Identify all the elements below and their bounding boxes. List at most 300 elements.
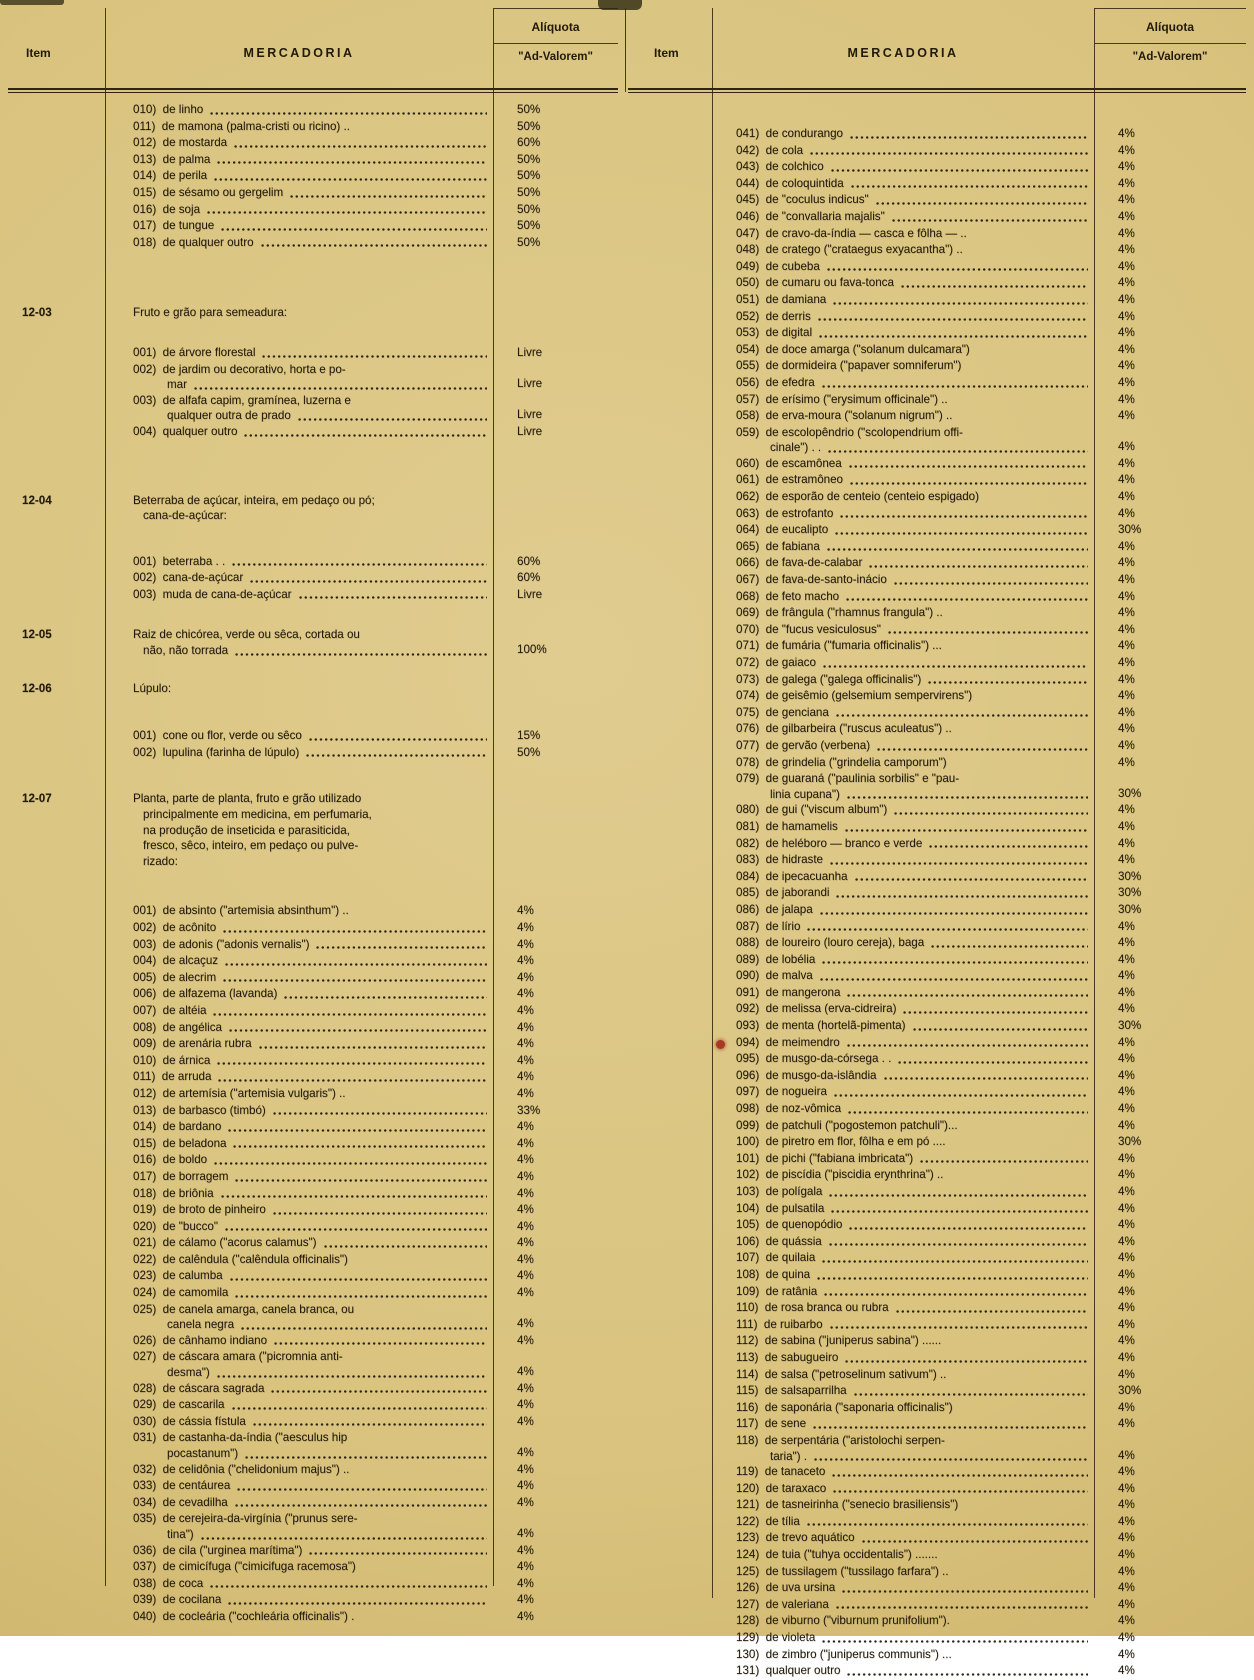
mercadoria-cell xyxy=(712,1580,1094,1597)
table-row xyxy=(628,705,1246,722)
entry-line xyxy=(133,681,491,697)
dot-leader xyxy=(854,878,1088,881)
mercadoria-cell xyxy=(105,986,493,1003)
item-code-cell xyxy=(8,1136,105,1153)
entry-text: 047) de cravo-da-índia — casca e fôlha — .. xyxy=(736,226,967,240)
table-row xyxy=(628,1001,1246,1018)
entry-text: 053) de digital xyxy=(736,326,813,340)
entry-text: 110) de rosa branca ou rubra xyxy=(736,1301,889,1315)
mercadoria-cell xyxy=(712,1184,1094,1201)
entry-line xyxy=(133,1462,491,1478)
rate-cell: 4% xyxy=(1118,1118,1135,1132)
entry-line xyxy=(133,235,491,251)
dot-leader xyxy=(224,1228,487,1231)
dot-leader xyxy=(912,1028,1089,1031)
rate-cell: 4% xyxy=(1118,539,1135,553)
dot-leader xyxy=(236,1488,487,1491)
table-row xyxy=(628,159,1246,176)
mercadoria-cell xyxy=(712,425,1094,456)
rate-cell: 4% xyxy=(1118,127,1135,140)
spacer xyxy=(8,321,618,345)
entry-text: 002) de jardim ou decorativo, horta e po- xyxy=(133,362,346,376)
right-page-column xyxy=(628,8,1246,1680)
table-row xyxy=(628,456,1246,473)
table-row xyxy=(628,489,1246,506)
mercadoria-cell xyxy=(105,1036,493,1053)
entry-text: 058) de erva-moura ("solanum nigrum") .. xyxy=(736,409,953,423)
dot-leader xyxy=(833,1094,1088,1097)
mercadoria-cell xyxy=(712,1367,1094,1384)
item-code-cell xyxy=(8,970,105,987)
entry-line xyxy=(736,688,1092,704)
mercadoria-cell xyxy=(712,1317,1094,1334)
rate-cell: 33% xyxy=(517,1103,541,1117)
dot-leader xyxy=(813,1458,1088,1461)
rate-cell: 4% xyxy=(517,1136,534,1150)
entry-text: fresco, sêco, inteiro, em pedaço ou pulve- xyxy=(143,839,359,853)
rate-cell: 15% xyxy=(517,729,541,743)
rate-cell: 4% xyxy=(1118,326,1135,340)
dot-leader xyxy=(846,994,1088,997)
dot-leader xyxy=(234,653,487,656)
item-code-cell xyxy=(628,1234,712,1251)
table-row xyxy=(628,1497,1246,1514)
entry-text: 042) de cola xyxy=(736,143,804,157)
entry-line xyxy=(133,1592,491,1608)
entry-line xyxy=(133,1478,491,1494)
dot-leader xyxy=(893,812,1088,815)
entry-line xyxy=(133,791,491,807)
dot-leader xyxy=(902,1011,1088,1014)
table-row xyxy=(628,143,1246,160)
mercadoria-cell xyxy=(712,1151,1094,1168)
mercadoria-cell xyxy=(105,1219,493,1236)
dot-leader xyxy=(234,1295,487,1298)
table-row xyxy=(8,970,618,987)
rate-cell: 4% xyxy=(1118,1367,1135,1381)
mercadoria-cell xyxy=(105,1559,493,1576)
entry-text: 001) beterraba . . xyxy=(133,554,226,568)
rate-cell: 4% xyxy=(517,1560,534,1574)
entry-text: 041) de condurango xyxy=(736,127,844,140)
section-row xyxy=(8,305,618,321)
entry-line xyxy=(133,168,491,184)
dot-leader xyxy=(220,228,487,231)
spacer xyxy=(8,696,618,728)
entry-text: 074) de geisêmio (gelsemium sempervirens") xyxy=(736,689,973,703)
rate-cell: 30% xyxy=(1118,886,1142,900)
dot-leader xyxy=(240,1327,487,1330)
rate-cell: 4% xyxy=(1118,1185,1135,1198)
entry-text: 024) de camomila xyxy=(133,1286,229,1300)
rate-cell: 4% xyxy=(517,1286,534,1300)
table-row xyxy=(8,235,618,252)
rate-cell: 4% xyxy=(1118,1168,1135,1182)
rate-cell: 4% xyxy=(517,1609,534,1623)
entry-text: Lúpulo: xyxy=(133,681,172,695)
rate-cell: 4% xyxy=(1118,705,1135,719)
dot-leader xyxy=(231,1407,487,1410)
dot-leader xyxy=(822,665,1088,668)
table-row xyxy=(8,1592,618,1609)
entry-line xyxy=(133,1186,491,1202)
header-aliquota-label: Alíquota xyxy=(1146,20,1194,34)
item-code-cell xyxy=(628,1564,712,1581)
rate-cell: 4% xyxy=(1118,176,1135,190)
entry-line xyxy=(133,1086,491,1102)
entry-text: 011) de arruda xyxy=(133,1070,212,1084)
mercadoria-cell xyxy=(712,1300,1094,1317)
rate-cell: 30% xyxy=(1118,1135,1142,1149)
entry-line xyxy=(133,728,491,744)
entry-line xyxy=(133,807,491,823)
table-row xyxy=(8,1119,618,1136)
item-code-cell xyxy=(8,1152,105,1169)
entry-line xyxy=(736,440,1092,456)
entry-line xyxy=(736,1151,1092,1167)
entry-line xyxy=(133,1020,491,1036)
entry-line xyxy=(133,1414,491,1430)
dot-leader xyxy=(216,1062,487,1065)
dot-leader xyxy=(272,1112,487,1115)
table-row xyxy=(8,1430,618,1461)
entry-text: 097) de nogueira xyxy=(736,1085,827,1099)
mercadoria-cell xyxy=(105,1202,493,1219)
entry-text: 102) de piscídia ("piscidia erynthrina") .. xyxy=(736,1168,944,1182)
rate-cell: 4% xyxy=(1118,1251,1135,1265)
entry-text: 006) de alfazema (lavanda) xyxy=(133,987,278,1001)
mercadoria-cell xyxy=(105,1397,493,1414)
item-code-cell xyxy=(628,589,712,606)
table-row xyxy=(8,1559,618,1576)
entry-line xyxy=(133,1152,491,1168)
rate-cell: Livre xyxy=(517,587,543,601)
table-row xyxy=(628,1613,1246,1630)
rate-cell: 60% xyxy=(517,136,541,150)
item-code-cell xyxy=(8,1252,105,1269)
entry-text: 090) de malva xyxy=(736,969,813,983)
mercadoria-cell xyxy=(712,358,1094,375)
entry-line xyxy=(736,192,1092,208)
entry-text: 098) de noz-vômica xyxy=(736,1102,842,1116)
item-code-cell xyxy=(628,1151,712,1168)
table-row xyxy=(8,1495,618,1512)
mercadoria-cell xyxy=(105,1609,493,1626)
table-row xyxy=(8,1609,618,1626)
entry-line xyxy=(736,1217,1092,1233)
rate-cell: 50% xyxy=(517,745,541,759)
item-code-cell xyxy=(628,869,712,886)
entry-text: taria") . xyxy=(770,1449,807,1463)
item-code-cell xyxy=(8,1592,105,1609)
entry-line xyxy=(736,1350,1092,1366)
entry-text: 044) de coloquintida xyxy=(736,176,844,190)
rate-cell: 4% xyxy=(517,1070,534,1084)
entry-line xyxy=(736,1433,1092,1449)
item-code-cell xyxy=(8,1576,105,1593)
rate-cell: 30% xyxy=(1118,523,1142,537)
entry-text: 078) de grindelia ("grindelia camporum") xyxy=(736,755,947,769)
entry-text: 003) de alfafa capim, gramínea, luzerna e xyxy=(133,393,351,407)
entry-line xyxy=(736,869,1092,885)
item-code-cell xyxy=(628,1167,712,1184)
rate-cell: 4% xyxy=(1118,573,1135,587)
mercadoria-cell xyxy=(105,235,493,252)
table-row xyxy=(628,688,1246,705)
dot-leader xyxy=(243,434,487,437)
item-code-cell xyxy=(8,1069,105,1086)
dot-leader xyxy=(891,219,1088,222)
entry-text: 005) de alecrim xyxy=(133,970,217,984)
entry-text: Raiz de chicórea, verde ou sêca, cortada ou xyxy=(133,628,360,642)
mercadoria-cell xyxy=(712,1497,1094,1514)
dot-leader xyxy=(826,548,1088,551)
entry-line xyxy=(133,493,491,509)
mercadoria-cell xyxy=(105,102,493,119)
mercadoria-cell xyxy=(105,218,493,235)
mercadoria-cell xyxy=(105,1252,493,1269)
item-code-cell xyxy=(628,126,712,143)
entry-text: 057) de erísimo ("erysimum officinale") .. xyxy=(736,392,948,406)
entry-text: 034) de cevadilha xyxy=(133,1495,228,1509)
mercadoria-cell xyxy=(105,1003,493,1020)
rate-cell: 4% xyxy=(1118,556,1135,570)
entry-line xyxy=(736,472,1092,488)
header-rate-cell xyxy=(493,8,618,88)
dot-leader xyxy=(841,1590,1088,1593)
item-code-cell xyxy=(628,325,712,342)
mercadoria-cell xyxy=(712,1250,1094,1267)
item-code-cell xyxy=(8,168,105,185)
mercadoria-cell xyxy=(105,627,493,658)
mercadoria-cell xyxy=(712,472,1094,489)
entry-text: 126) de uva ursina xyxy=(736,1581,836,1595)
entry-line xyxy=(736,358,1092,374)
entry-text: 007) de altéia xyxy=(133,1003,207,1017)
entry-line xyxy=(133,1576,491,1592)
table-row xyxy=(8,362,618,393)
item-code-cell xyxy=(628,622,712,639)
entry-line xyxy=(133,305,491,321)
entry-line xyxy=(736,1580,1092,1596)
dot-leader xyxy=(930,945,1088,948)
rate-cell: 4% xyxy=(1118,936,1135,950)
entry-line xyxy=(736,226,1092,242)
entry-text: pocastanum") xyxy=(167,1447,239,1460)
entry-text: 051) de damiana xyxy=(736,292,827,306)
entry-line xyxy=(133,1559,491,1575)
entry-text: 104) de pulsatila xyxy=(736,1201,825,1215)
dot-leader xyxy=(928,845,1088,848)
entry-line xyxy=(736,1167,1092,1183)
entry-line xyxy=(736,672,1092,688)
rate-cell: 4% xyxy=(517,1414,534,1428)
item-code-cell xyxy=(628,968,712,985)
mercadoria-cell xyxy=(105,168,493,185)
dot-leader xyxy=(217,1079,487,1082)
entry-line xyxy=(133,1511,491,1527)
dot-leader xyxy=(826,268,1088,271)
left-table-rows xyxy=(8,88,618,1626)
mercadoria-cell xyxy=(712,392,1094,409)
item-code-cell xyxy=(628,1051,712,1068)
rate-cell: 4% xyxy=(1118,1068,1135,1082)
item-code-cell xyxy=(8,920,105,937)
mercadoria-cell xyxy=(712,309,1094,326)
table-row xyxy=(628,952,1246,969)
mercadoria-cell xyxy=(712,638,1094,655)
header-divider-line xyxy=(1094,43,1246,44)
table-row xyxy=(628,1580,1246,1597)
dot-leader xyxy=(227,1602,487,1605)
table-row xyxy=(628,472,1246,489)
dot-leader xyxy=(835,895,1088,898)
item-code-cell xyxy=(628,755,712,772)
item-code-cell xyxy=(628,292,712,309)
table-row xyxy=(8,168,618,185)
entry-text: 079) de guaraná ("paulinia sorbilis" e "pau- xyxy=(736,772,960,786)
item-code-cell xyxy=(8,1559,105,1576)
table-row xyxy=(8,1333,618,1350)
entry-text: Planta, parte de planta, fruto e grão utilizado xyxy=(133,792,362,806)
mercadoria-cell xyxy=(105,1349,493,1380)
dot-leader xyxy=(844,1360,1088,1363)
entry-text: 088) de loureiro (louro cereja), baga xyxy=(736,936,925,950)
entry-text: Beterraba de açúcar, inteira, em pedaço ou pó; xyxy=(133,493,375,507)
item-code-cell xyxy=(628,176,712,193)
table-row xyxy=(628,1184,1246,1201)
dot-leader xyxy=(297,418,487,421)
mercadoria-cell xyxy=(712,375,1094,392)
table-row xyxy=(628,738,1246,755)
entry-text: desma") xyxy=(167,1366,210,1380)
right-table-rows xyxy=(628,88,1246,1680)
entry-text: 101) de pichi ("fabiana imbricata") xyxy=(736,1151,914,1165)
dot-leader xyxy=(216,161,487,164)
rate-cell: 4% xyxy=(1118,1002,1135,1016)
entry-line xyxy=(133,1069,491,1085)
entry-text: 046) de "convallaria majalis" xyxy=(736,209,885,223)
dot-leader xyxy=(305,754,487,757)
spacer xyxy=(8,659,618,681)
entry-line xyxy=(736,325,1092,341)
mercadoria-cell xyxy=(105,152,493,169)
mercadoria-cell xyxy=(105,1333,493,1350)
item-code-cell xyxy=(8,1202,105,1219)
table-row xyxy=(8,1511,618,1542)
entry-text: 064) de eucalipto xyxy=(736,523,829,537)
item-code-cell xyxy=(628,1250,712,1267)
entry-text: 106) de quássia xyxy=(736,1234,822,1248)
table-row xyxy=(8,1478,618,1495)
table-row xyxy=(8,1036,618,1053)
rate-cell: 4% xyxy=(517,1037,534,1051)
table-row xyxy=(628,605,1246,622)
mercadoria-cell xyxy=(105,362,493,393)
entry-text: 011) de mamona (palma-cristi ou ricino) .. xyxy=(133,119,350,133)
entry-line xyxy=(736,819,1092,835)
entry-line xyxy=(133,345,491,361)
entry-text: 082) de heléboro — branco e verde xyxy=(736,836,923,850)
entry-line xyxy=(736,952,1092,968)
entry-line xyxy=(133,135,491,151)
entry-text: 033) de centáurea xyxy=(133,1479,231,1493)
entry-line xyxy=(133,1285,491,1301)
mercadoria-cell xyxy=(105,1119,493,1136)
entry-line xyxy=(133,1609,491,1625)
rate-cell: 4% xyxy=(1118,1267,1135,1281)
item-code-cell xyxy=(628,242,712,259)
mercadoria-cell xyxy=(712,869,1094,886)
table-row xyxy=(628,852,1246,869)
entry-line xyxy=(133,185,491,201)
entry-line xyxy=(133,1430,491,1446)
table-row xyxy=(628,176,1246,193)
mercadoria-cell xyxy=(105,1152,493,1169)
rate-cell: 4% xyxy=(1118,473,1135,487)
item-code-cell xyxy=(8,1086,105,1103)
rate-cell: Livre xyxy=(517,377,543,391)
entry-line xyxy=(133,202,491,218)
entry-text: 012) de mostarda xyxy=(133,136,228,150)
table-row xyxy=(8,218,618,235)
dot-leader xyxy=(817,318,1088,321)
scan-artifact xyxy=(0,0,64,5)
item-code-cell xyxy=(628,819,712,836)
dot-leader xyxy=(846,796,1088,799)
table-row xyxy=(8,1381,618,1398)
entry-line xyxy=(736,1201,1092,1217)
table-row xyxy=(628,572,1246,589)
rate-cell: 30% xyxy=(1118,786,1142,800)
item-code-cell xyxy=(628,919,712,936)
dot-leader xyxy=(828,1194,1088,1197)
rate-cell: 4% xyxy=(517,1446,534,1459)
entry-text: canela negra xyxy=(167,1318,235,1332)
spacer xyxy=(8,441,618,493)
table-row xyxy=(628,638,1246,655)
entry-line xyxy=(133,1169,491,1185)
dot-leader xyxy=(258,1046,487,1049)
entry-text: 050) de cumaru ou fava-tonca xyxy=(736,276,894,290)
entry-text: 095) de musgo-da-córsega . . xyxy=(736,1052,892,1066)
mercadoria-cell xyxy=(712,919,1094,936)
dot-leader xyxy=(883,1077,1089,1080)
mercadoria-cell xyxy=(712,489,1094,506)
mercadoria-cell xyxy=(712,1001,1094,1018)
rate-cell: 50% xyxy=(517,169,541,183)
header-item-label: Item xyxy=(654,46,679,60)
item-code-cell xyxy=(8,745,105,762)
entry-line xyxy=(736,1284,1092,1300)
entry-line xyxy=(736,1101,1092,1117)
rate-cell: 4% xyxy=(1118,276,1135,290)
mercadoria-cell xyxy=(712,1267,1094,1284)
header-mercadoria-label: MERCADORIA xyxy=(847,46,959,60)
entry-text: 111) de ruibarbo xyxy=(736,1317,823,1331)
rate-cell: 4% xyxy=(1118,672,1135,686)
rate-cell: 4% xyxy=(1118,985,1135,999)
entry-line xyxy=(736,919,1092,935)
rate-cell: 4% xyxy=(1118,359,1135,373)
entry-line xyxy=(736,375,1092,391)
entry-text: 075) de genciana xyxy=(736,705,829,719)
rate-cell: 4% xyxy=(1118,243,1135,257)
mercadoria-cell xyxy=(712,1630,1094,1647)
table-row xyxy=(628,802,1246,819)
table-row xyxy=(628,358,1246,375)
rate-cell: 4% xyxy=(1118,1581,1135,1595)
